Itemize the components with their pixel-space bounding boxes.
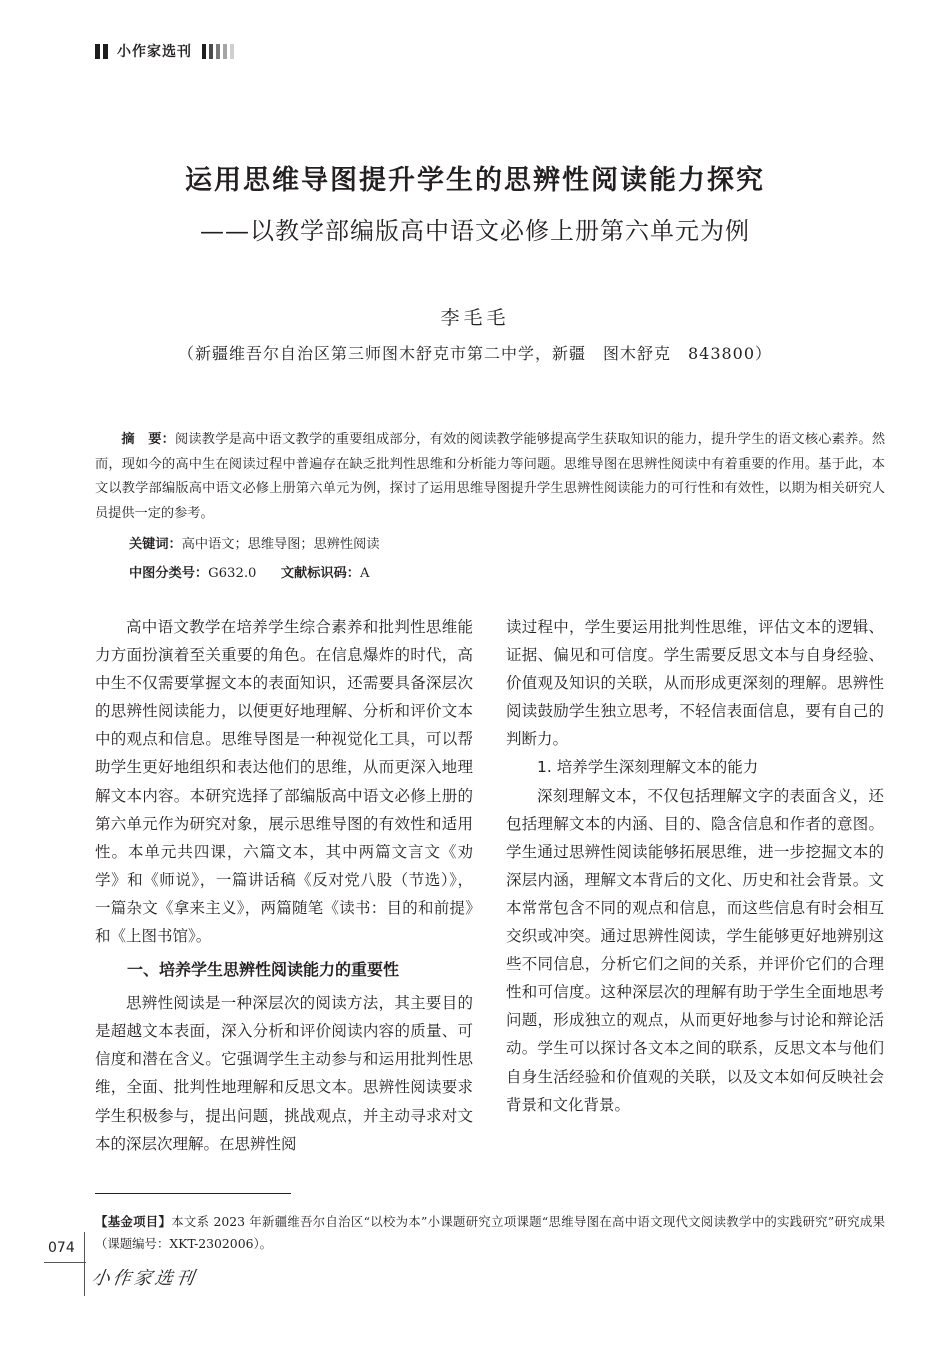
footnote-text: 本文系 2023 年新疆维吾尔自治区“以校为本”小课题研究立项课题“思维导图在高中语文现代文阅读教学中的实践研究”研究成果（课题编号：XKT-2302006）。: [95, 1214, 886, 1251]
clc-value: G632.0: [208, 566, 257, 581]
subsection-1-heading: 1. 培养学生深刻理解文本的能力: [537, 758, 759, 777]
abstract-text: 阅读教学是高中语文教学的重要组成部分，有效的阅读教学能够提高学生获取知识的能力，提升学生的语文核心素养。然而，现如今的高中生在阅读过程中普遍存在缺乏批判性思维和分析能力等问题。思维导图在思辨性阅读中有着重要的作用。基于此，本文以教学部编版高中语文必修上册第六单元为例，探讨了运用思维导图提升学生思辨性阅读能力的可行性和有效性，以期为相关研究人员提供一定的参考。: [95, 432, 886, 521]
article-title: 运用思维导图提升学生的思辨性阅读能力探究: [185, 165, 765, 196]
journal-logo: 小作家选刊: [90, 1268, 199, 1289]
footnote: [95, 1211, 885, 1255]
keywords-label: 关键词：: [129, 537, 182, 552]
page-number: 074: [48, 1240, 75, 1256]
abstract: [95, 428, 885, 526]
doc-code-value: A: [359, 566, 370, 581]
subsection-1-paragraph: 深刻理解文本，不仅包括理解文字的表面含义，还包括理解文本的内涵、目的、隐含信息和作者的意图。学生通过思辨性阅读能够拓展思维，进一步挖掘文本的深层内涵，理解文本背后的文化、历史和社会背景。文本常常包含不同的观点和信息，而这些信息有时会相互交织或冲突。通过思辨性阅读，学生能够更好地辨别这些不同信息，分析它们之间的关系，并评价它们的合理性和可信度。这种深层次的理解有助于学生全面地思考问题，形成独立的观点，从而更好地参与讨论和辩论活动。学生可以探讨各文本之间的联系，反思文本与他们自身生活经验和价值观的关联，以及文本如何反映社会背景和文化背景。: [506, 786, 884, 1114]
intro-paragraph: 高中语文教学在培养学生综合素养和批判性思维能力方面扮演着至关重要的角色。在信息爆炸的时代，高中生不仅需要掌握文本的表面知识，还需要具备深层次的思辨性阅读能力，以便更好地理解、分析和评价文本中的观点和信息。思维导图是一种视觉化工具，可以帮助学生更好地组织和表达他们的思维，从而更深入地理解文本内容。本研究选择了部编版高中语文必修上册的第六单元作为研究对象，展示思维导图的有效性和适用性。本单元共四课，六篇文本，其中两篇文言文《劝学》和《师说》，一篇讲话稿《反对党八股（节选）》，一篇杂文《拿来主义》，两篇随笔《读书：目的和前提》和《上图书馆》。: [95, 618, 473, 946]
header-gradient-bar-2: [209, 44, 213, 59]
keywords: [129, 533, 380, 552]
body-column-left: [95, 613, 473, 1158]
author-name: 李毛毛: [440, 307, 510, 329]
clc-label: 中图分类号：: [129, 566, 209, 581]
classification: [129, 562, 369, 581]
author-affiliation: （新疆维吾尔自治区第三师图木舒克市第二中学，新疆 图木舒克 843800）: [177, 344, 773, 363]
page-number-rule: [44, 1262, 86, 1263]
section-1-paragraph-continued: 读过程中，学生要运用批判性思维，评估文本的逻辑、证据、偏见和可信度。学生需要反思文本与自身经验、价值观及知识的关联，从而形成更深刻的理解。思辨性阅读鼓励学生独立思考，不轻信表面信息，要有自己的判断力。: [506, 618, 884, 749]
journal-name: 小作家选刊: [117, 44, 192, 60]
header-gradient-bar-1: [202, 44, 206, 59]
header-bar-left-1: [95, 44, 100, 59]
footnote-divider: [95, 1193, 291, 1194]
footnote-label: 【基金项目】: [95, 1214, 172, 1229]
article-subtitle: ——以教学部编版高中语文必修上册第六单元为例: [200, 217, 750, 245]
section-1-paragraph: 思辨性阅读是一种深层次的阅读方法，其主要目的是超越文本表面，深入分析和评价阅读内容的质量、可信度和潜在含义。它强调学生主动参与和运用批判性思维，全面、批判性地理解和反思文本。思辨性阅读要求学生积极参与，提出问题，挑战观点，并主动寻求对文本的深层次理解。在思辨性阅: [95, 994, 473, 1153]
header-bar-left-2: [103, 44, 108, 59]
header-gradient-bar-5: [230, 44, 234, 59]
abstract-label: 摘 要：: [121, 432, 175, 447]
page-number-vertical-rule: [84, 1232, 85, 1296]
body-column-right: [506, 613, 884, 1119]
section-1-heading: 一、培养学生思辨性阅读能力的重要性: [127, 960, 400, 980]
doc-code-label: 文献标识码：: [280, 566, 360, 581]
keywords-text: 高中语文；思维导图；思辨性阅读: [181, 537, 380, 552]
header-gradient-bar-4: [223, 44, 227, 59]
journal-header-band: [95, 42, 237, 60]
header-gradient-bar-3: [216, 44, 220, 59]
